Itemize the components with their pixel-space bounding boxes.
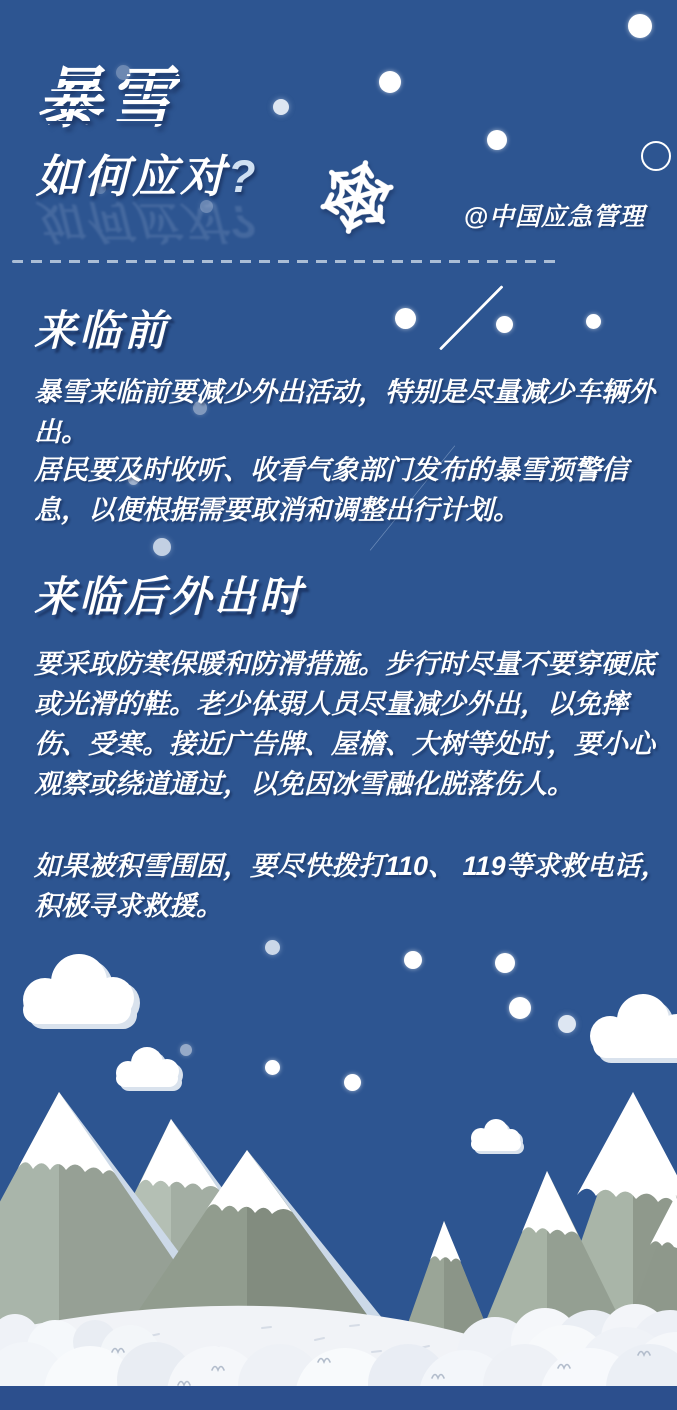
subtitle-text: 如何应对 bbox=[36, 151, 229, 202]
cloud-right-edge bbox=[590, 994, 677, 1063]
section-heading-after: 来临后外出时 bbox=[34, 573, 305, 620]
snow-dot bbox=[180, 1044, 192, 1056]
question-mark: ? bbox=[228, 151, 259, 202]
paragraph: 要采取防寒保暖和防滑措施。步行时尽量不要穿硬底或光滑的鞋。老少体弱人员尽量减少外出，以免摔伤、受寒。接近广告牌、屋檐、大树等处时，要小心观察或绕道通过，以免因冰雪融化脱落伤人。 bbox=[34, 649, 655, 799]
snow-dot bbox=[558, 1015, 576, 1033]
footer-bar bbox=[0, 1386, 677, 1410]
snow-dot bbox=[496, 316, 513, 333]
poster-title: 暴雪 bbox=[36, 61, 180, 135]
snow-dot bbox=[495, 953, 515, 973]
snow-dot bbox=[404, 951, 422, 969]
paragraph: 居民要及时收听、收看气象部门发布的暴雪预警信息，以便根据需要取消和调整出行计划。 bbox=[34, 455, 628, 525]
snow-dot bbox=[273, 99, 289, 115]
credit-handle: @中国应急管理 bbox=[463, 203, 645, 231]
reflection-qmark: ? bbox=[228, 196, 259, 247]
snow-dot bbox=[379, 71, 401, 93]
snow-dot bbox=[628, 14, 652, 38]
cloud-small-center bbox=[471, 1119, 524, 1154]
snow-dot bbox=[586, 314, 601, 329]
paragraph: 暴雪来临前要减少外出活动，特别是尽量减少车辆外出。 bbox=[34, 377, 655, 447]
snow-dot bbox=[487, 130, 507, 150]
subtitle-reflection bbox=[36, 193, 259, 258]
section-heading-before: 来临前 bbox=[34, 307, 170, 354]
winter-scene bbox=[0, 900, 677, 1386]
snow-dot bbox=[509, 997, 531, 1019]
reflection-text: 如何应对 bbox=[36, 196, 229, 247]
snow-dot bbox=[153, 538, 171, 556]
cloud-left-large bbox=[23, 954, 140, 1029]
snowflake-icon bbox=[307, 147, 406, 246]
snow-dot bbox=[265, 940, 280, 955]
snow-dot bbox=[344, 1074, 361, 1091]
dashed-divider bbox=[12, 260, 560, 263]
diagonal-slash bbox=[439, 285, 504, 350]
snow-dot bbox=[265, 1060, 280, 1075]
cloud-small-left bbox=[116, 1047, 183, 1091]
paragraph: 如果被积雪围困，要尽快拨打110、 119等求救电话，积极寻求救援。 bbox=[34, 851, 668, 921]
snow-ring bbox=[641, 141, 671, 171]
snow-dot bbox=[395, 308, 416, 329]
